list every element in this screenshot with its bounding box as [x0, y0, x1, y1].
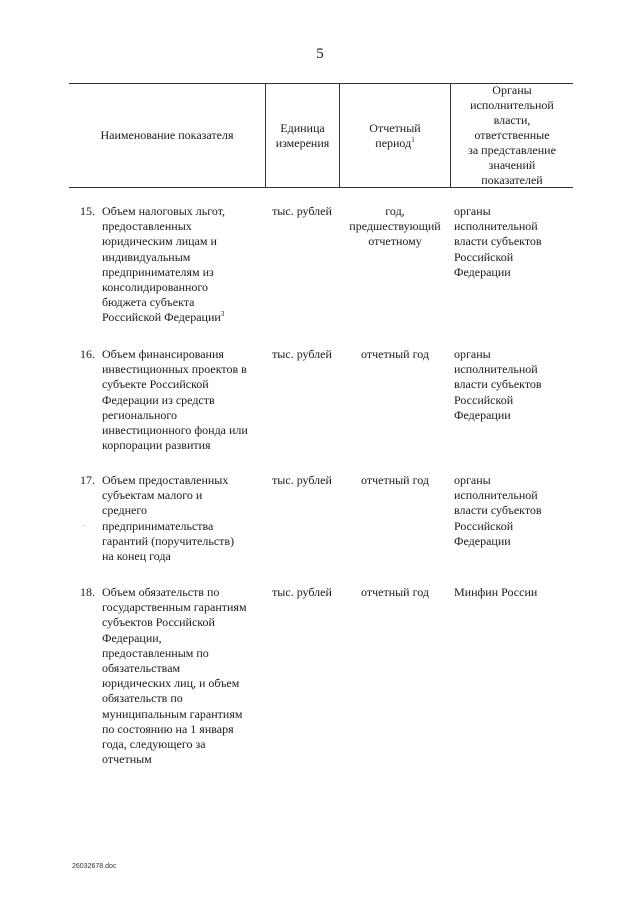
row-number: 17. — [80, 473, 95, 487]
indicator-name-line-text: среднего — [102, 503, 147, 518]
indicator-name-line — [102, 737, 262, 752]
responsible-authority-line — [454, 534, 572, 549]
responsible-authority-line — [454, 408, 572, 423]
unit-of-measure: тыс. рублей — [272, 585, 332, 599]
indicator-name-line — [102, 519, 262, 534]
indicator-name-line — [102, 631, 262, 646]
responsible-authority-line — [454, 393, 572, 408]
responsible-authority-line-text: исполнительной — [454, 488, 538, 503]
indicator-name-line-text: Федерации, — [102, 630, 162, 645]
indicator-name-line — [102, 549, 262, 564]
indicator-name-line — [102, 234, 262, 249]
header-organs-line: за представление — [468, 143, 556, 157]
reporting-period-line-text: год, — [385, 204, 405, 218]
reporting-period-line — [339, 473, 451, 488]
header-period-text — [369, 121, 420, 151]
indicator-name-line — [102, 488, 262, 503]
responsible-authority-line — [454, 473, 572, 488]
responsible-authority-line — [454, 204, 572, 219]
indicator-name-line — [102, 295, 262, 310]
indicator-name-line-text: корпорации развития — [102, 438, 211, 453]
indicator-name-line — [102, 280, 262, 295]
footnote-marker: 3 — [220, 310, 225, 319]
indicator-name-line-text: обязательствам — [102, 661, 181, 676]
page-number: 5 — [316, 46, 324, 62]
indicator-name-line-text: Объем обязательств по — [102, 585, 220, 599]
indicator-name-line — [102, 250, 262, 265]
responsible-authority-line-text: Федерации — [454, 264, 511, 279]
unit-of-measure: тыс. рублей — [272, 204, 332, 218]
responsible-authority-line — [454, 585, 572, 600]
reporting-period-line — [339, 585, 451, 600]
indicator-name-line-text: инвестиционных проектов в — [102, 362, 247, 377]
scan-mark: · — [83, 522, 86, 530]
indicator-name-line-text: гарантий (поручительств) — [102, 533, 235, 548]
indicator-name-line — [102, 707, 262, 722]
indicator-name-line — [102, 347, 262, 362]
responsible-authority-line-text: органы — [454, 347, 491, 361]
header-name-label: Наименование показателя — [100, 128, 234, 142]
responsible-authority-line-text: Российской — [454, 518, 514, 533]
indicator-name-line — [102, 722, 262, 737]
indicator-name-line-text: Федерации из средств — [102, 392, 215, 407]
responsible-authority — [454, 347, 572, 423]
indicator-name-line-text: отчетным — [102, 752, 152, 767]
indicator-name-line-text: на конец года — [102, 549, 171, 564]
indicator-name-line-text: обязательств по — [102, 691, 183, 706]
indicator-name-line-text: Объем налоговых льгот, — [102, 204, 226, 218]
header-unit — [266, 84, 339, 187]
responsible-authority-line — [454, 234, 572, 249]
responsible-authority-line — [454, 362, 572, 377]
indicator-name-line — [102, 265, 262, 280]
indicator-name-line-text: инвестиционного фонда или — [102, 423, 248, 438]
header-organs-text — [468, 83, 556, 188]
indicator-name-line — [102, 615, 262, 630]
indicator-name — [102, 347, 262, 453]
responsible-authority-line-text: власти субъектов — [454, 503, 542, 518]
indicator-name-line — [102, 676, 262, 691]
reporting-period — [339, 347, 451, 362]
indicator-name-line-text: регионального — [102, 407, 178, 422]
document-filename: 26032678.doc — [72, 863, 117, 870]
indicator-name-line — [102, 646, 262, 661]
responsible-authority-line — [454, 219, 572, 234]
header-organs-line: Органы — [492, 83, 532, 97]
reporting-period-line-text: отчетный год — [361, 473, 429, 487]
responsible-authority-line-text: Минфин России — [454, 585, 538, 599]
indicator-name-line — [102, 691, 262, 706]
responsible-authority-line-text: Российской — [454, 249, 514, 264]
reporting-period — [339, 204, 451, 250]
indicator-name-line-text: предпринимателям из — [102, 264, 214, 279]
header-period-line1: Отчетный — [369, 120, 421, 135]
header-unit-line1: Единица — [280, 120, 325, 135]
indicator-name-line-text: юридическим лицам и — [102, 234, 217, 249]
indicator-name-line — [102, 534, 262, 549]
header-name — [69, 84, 265, 187]
indicator-name-line-text: государственным гарантиям — [102, 600, 247, 615]
reporting-period-line-text: отчетному — [368, 234, 422, 249]
indicator-name-line-text: предоставленных — [102, 219, 192, 234]
indicator-name-line-text: юридических лиц, и объем — [102, 676, 240, 691]
indicator-name-line — [102, 473, 262, 488]
header-organs — [451, 84, 573, 187]
header-period-line2: период — [375, 135, 412, 150]
indicator-name-line-text: Объем финансирования — [102, 347, 224, 361]
unit-of-measure: тыс. рублей — [272, 473, 332, 487]
responsible-authority-line-text: органы — [454, 473, 491, 487]
indicator-name-line-text: Российской Федерации — [102, 310, 221, 325]
responsible-authority-line — [454, 377, 572, 392]
header-organs-line: показателей — [481, 173, 543, 187]
responsible-authority-line — [454, 488, 572, 503]
responsible-authority-line — [454, 265, 572, 280]
header-period — [340, 84, 450, 187]
responsible-authority-line-text: исполнительной — [454, 362, 538, 377]
responsible-authority-line-text: Российской — [454, 392, 514, 407]
responsible-authority-line-text: исполнительной — [454, 219, 538, 234]
indicator-name-line-text: индивидуальным — [102, 249, 191, 264]
responsible-authority — [454, 473, 572, 549]
indicator-name-line — [102, 408, 262, 423]
indicator-name-line-text: бюджета субъекта — [102, 295, 195, 310]
responsible-authority-line-text: органы — [454, 204, 491, 218]
indicator-name-line-text: субъекте Российской — [102, 377, 209, 392]
reporting-period — [339, 473, 451, 488]
reporting-period-line-text: отчетный год — [361, 585, 429, 599]
header-unit-text — [276, 121, 330, 151]
indicator-name-line — [102, 377, 262, 392]
responsible-authority-line — [454, 250, 572, 265]
indicator-name-line — [102, 362, 262, 377]
indicator-name-line-text: по состоянию на 1 января — [102, 721, 234, 736]
indicator-name-line — [102, 661, 262, 676]
indicator-name-line-text: муниципальным гарантиям — [102, 706, 243, 721]
reporting-period-line — [339, 219, 451, 234]
indicator-name — [102, 473, 262, 564]
responsible-authority-line-text: Федерации — [454, 533, 511, 548]
header-period-line2-wrap — [369, 136, 420, 151]
responsible-authority — [454, 585, 572, 600]
indicator-name — [102, 204, 262, 326]
indicator-name-line — [102, 438, 262, 453]
row-number: 18. — [80, 585, 95, 599]
reporting-period-line — [339, 204, 451, 219]
responsible-authority-line-text: Федерации — [454, 407, 511, 422]
header-organs-line: значений — [488, 158, 536, 172]
indicator-name-line — [102, 204, 262, 219]
indicator-name-line-text: субъектов Российской — [102, 615, 215, 630]
reporting-period-line — [339, 347, 451, 362]
header-organs-line: власти, — [493, 113, 531, 127]
indicator-name-line — [102, 393, 262, 408]
header-organs-line: исполнительной — [470, 98, 554, 112]
indicator-name-line-text: консолидированного — [102, 280, 209, 295]
indicator-name-line-text: предоставленным по — [102, 645, 209, 660]
row-number: 16. — [80, 347, 95, 361]
responsible-authority-line — [454, 347, 572, 362]
indicator-name-line — [102, 219, 262, 234]
reporting-period-line-text: отчетный год — [361, 347, 429, 361]
header-period-footnote: 1 — [411, 135, 415, 144]
indicator-name-line-text: Объем предоставленных — [102, 473, 229, 487]
responsible-authority-line — [454, 519, 572, 534]
indicator-name — [102, 585, 262, 767]
header-organs-line: ответственные — [474, 128, 550, 142]
row-number: 15. — [80, 204, 95, 218]
unit-of-measure: тыс. рублей — [272, 347, 332, 361]
responsible-authority-line-text: власти субъектов — [454, 377, 542, 392]
indicator-name-line-text: предпринимательства — [102, 518, 214, 533]
reporting-period-line-text: предшествующий — [349, 219, 441, 234]
reporting-period — [339, 585, 451, 600]
indicator-name-line — [102, 752, 262, 767]
responsible-authority-line — [454, 503, 572, 518]
header-unit-line2: измерения — [275, 135, 330, 150]
indicator-name-line — [102, 503, 262, 518]
indicator-name-line-text: субъектам малого и — [102, 488, 203, 503]
reporting-period-line — [339, 234, 451, 249]
indicator-name-line-text: года, следующего за — [102, 737, 206, 752]
responsible-authority — [454, 204, 572, 280]
indicator-name-line — [102, 600, 262, 615]
indicator-name-line — [102, 585, 262, 600]
responsible-authority-line-text: власти субъектов — [454, 234, 542, 249]
indicator-name-line — [102, 310, 262, 325]
indicator-name-line — [102, 423, 262, 438]
